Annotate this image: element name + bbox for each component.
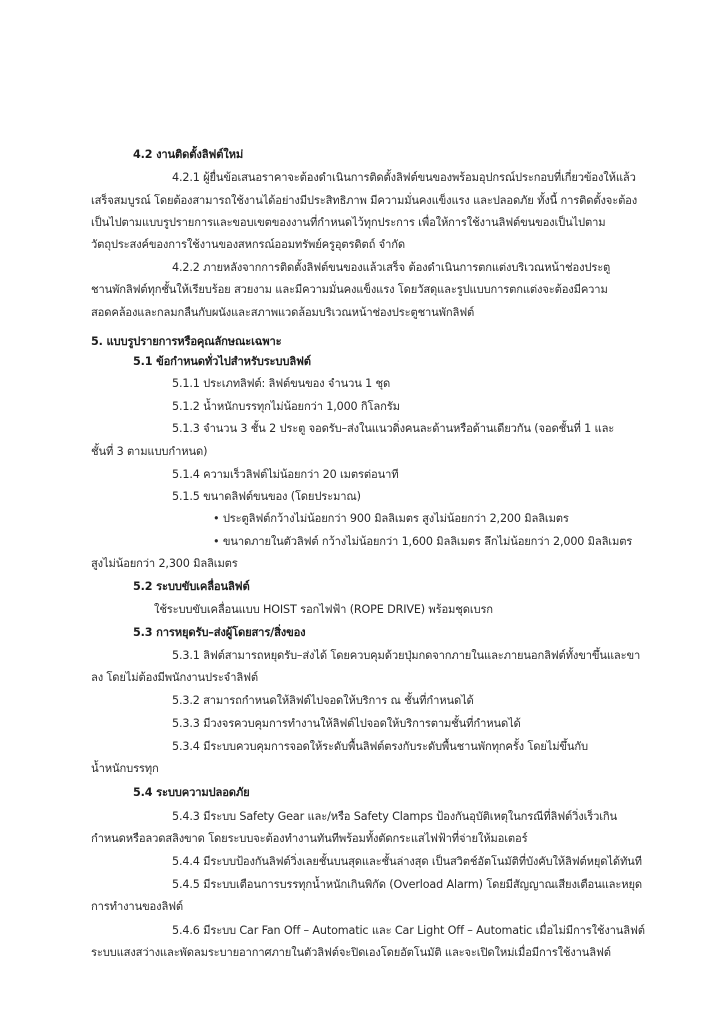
para-4-2-1-line-1: 4.2.1 ผู้ยื่นข้อเสนอราคาจะต้องดำเนินการติดตั้งลิฟต์ขนของพร้อมอุปกรณ์ประกอบที่เกี่ยวข้องให้แล้ว — [172, 171, 636, 184]
heading-5-4: 5.4 ระบบความปลอดภัย — [133, 786, 250, 799]
para-4-2-1-line-4: วัตถุประสงค์ของการใช้งานของสหกรณ์ออมทรัพย์ครูอุตรดิตถ์ จำกัด — [91, 238, 406, 251]
item-5-1-4: 5.1.4 ความเร็วลิฟต์ไม่น้อยกว่า 20 เมตรต่อนาที — [172, 468, 399, 481]
item-5-1-3-line-2: ชั้นที่ 3 ตามแบบกำหนด) — [91, 445, 208, 458]
para-4-2-1-line-2: เสร็จสมบูรณ์ โดยต้องสามารถใช้งานได้อย่างมีประสิทธิภาพ มีความมั่นคงแข็งแรง และปลอดภัย ทั้งนี้ การติดตั้งจะต้อง — [91, 194, 638, 207]
item-5-4-5-line-1: 5.4.5 มีระบบเตือนการบรรทุกน้ำหนักเกินพิกัด (Overload Alarm) โดยมีสัญญาณเสียงเตือนและหยุด — [172, 878, 642, 891]
bullet-car-size-line-1: • ขนาดภายในตัวลิฟต์ กว้างไม่น้อยกว่า 1,600 มิลลิเมตร ลึกไม่น้อยกว่า 2,000 มิลลิเมตร — [213, 535, 633, 548]
heading-5-3: 5.3 การหยุดรับ–ส่งผู้โดยสาร/สิ่งของ — [133, 626, 306, 639]
bullet-car-size-line-2: สูงไม่น้อยกว่า 2,300 มิลลิเมตร — [91, 557, 238, 570]
para-4-2-2-line-3: สอดคล้องและกลมกลืนกับผนังและสภาพแวดล้อมบริเวณหน้าช่องประตูชานพักลิฟต์ — [91, 306, 475, 319]
bullet-door-size: • ประตูลิฟต์กว้างไม่น้อยกว่า 900 มิลลิเมตร สูงไม่น้อยกว่า 2,200 มิลลิเมตร — [213, 512, 569, 525]
item-5-3-3: 5.3.3 มีวงจรควบคุมการทำงานให้ลิฟต์ไปจอดให้บริการตามชั้นที่กำหนดได้ — [172, 717, 521, 730]
item-5-4-3-line-2: กำหนดหรือลวดสลิงขาด โดยระบบจะต้องทำงานทันทีพร้อมทั้งตัดกระแสไฟฟ้าที่จ่ายให้มอเตอร์ — [91, 832, 528, 845]
heading-5: 5. แบบรูปรายการหรือคุณลักษณะเฉพาะ — [91, 335, 282, 348]
item-5-3-1-line-1: 5.3.1 ลิฟต์สามารถหยุดรับ–ส่งได้ โดยควบคุมด้วยปุ่มกดจากภายในและภายนอกลิฟต์ทั้งขาขึ้นและขา — [172, 649, 641, 662]
item-5-3-4-line-2: น้ำหนักบรรทุก — [91, 762, 159, 775]
para-4-2-2-line-2: ชานพักลิฟต์ทุกชั้นให้เรียบร้อย สวยงาม และมีความมั่นคงแข็งแรง โดยวัสดุและรูปแบบการตกแต่งจะต้องมีความ — [91, 283, 608, 296]
heading-4-2: 4.2 งานติดตั้งลิฟต์ใหม่ — [133, 148, 244, 161]
item-5-4-6-line-2: ระบบแสงสว่างและพัดลมระบายอากาศภายในตัวลิฟต์จะปิดเองโดยอัตโนมัติ และจะเปิดใหม่เมื่อมีการใช้งานลิฟต์ — [91, 946, 611, 959]
para-4-2-2-line-1: 4.2.2 ภายหลังจากการติดตั้งลิฟต์ขนของแล้วเสร็จ ต้องดำเนินการตกแต่งบริเวณหน้าช่องประตู — [172, 261, 611, 274]
heading-5-1: 5.1 ข้อกำหนดทั่วไปสำหรับระบบลิฟต์ — [133, 355, 311, 368]
item-5-4-3-line-1: 5.4.3 มีระบบ Safety Gear และ/หรือ Safety Clamps ป้องกันอุบัติเหตุในกรณีที่ลิฟต์วิ่งเร็วเกิน — [172, 810, 618, 823]
item-5-1-2: 5.1.2 น้ำหนักบรรทุกไม่น้อยกว่า 1,000 กิโลกรัม — [172, 400, 400, 413]
item-5-4-6-line-1: 5.4.6 มีระบบ Car Fan Off – Automatic และ Car Light Off – Automatic เมื่อไม่มีการใช้งานลิฟต์ — [172, 924, 645, 937]
item-5-4-5-line-2: การทำงานของลิฟต์ — [91, 900, 184, 913]
item-5-1-5: 5.1.5 ขนาดลิฟต์ขนของ (โดยประมาณ) — [172, 490, 361, 503]
item-5-3-2: 5.3.2 สามารถกำหนดให้ลิฟต์ไปจอดให้บริการ ณ ชั้นที่กำหนดได้ — [172, 694, 474, 707]
para-4-2-1-line-3: เป็นไปตามแบบรูปรายการและขอบเขตของงานที่กำหนดไว้ทุกประการ เพื่อให้การใช้งานลิฟต์ขนของเป็นไปตาม — [91, 216, 606, 229]
item-5-4-4: 5.4.4 มีระบบป้องกันลิฟต์วิ่งเลยชั้นบนสุดและชั้นล่างสุด เป็นสวิตช์อัตโนมัติที่บังคับให้ลิฟต์หยุดได้ทันที — [172, 855, 642, 868]
item-5-3-1-line-2: ลง โดยไม่ต้องมีพนักงานประจำลิฟต์ — [91, 671, 258, 684]
item-5-1-1: 5.1.1 ประเภทลิฟต์: ลิฟต์ขนของ จำนวน 1 ชุด — [172, 377, 391, 390]
item-5-1-3-line-1: 5.1.3 จำนวน 3 ชั้น 2 ประตู จอดรับ–ส่งในแนวดิ่งคนละด้านหรือด้านเดียวกัน (จอดชั้นที่ 1 และ — [172, 422, 615, 435]
item-5-3-4-line-1: 5.3.4 มีระบบควบคุมการจอดให้ระดับพื้นลิฟต์ตรงกับระดับพื้นชานพักทุกครั้ง โดยไม่ขึ้นกับ — [172, 740, 588, 753]
item-5-2-text: ใช้ระบบขับเคลื่อนแบบ HOIST รอกไฟฟ้า (ROPE DRIVE) พร้อมชุดเบรก — [154, 603, 493, 616]
heading-5-2: 5.2 ระบบขับเคลื่อนลิฟต์ — [133, 580, 250, 593]
